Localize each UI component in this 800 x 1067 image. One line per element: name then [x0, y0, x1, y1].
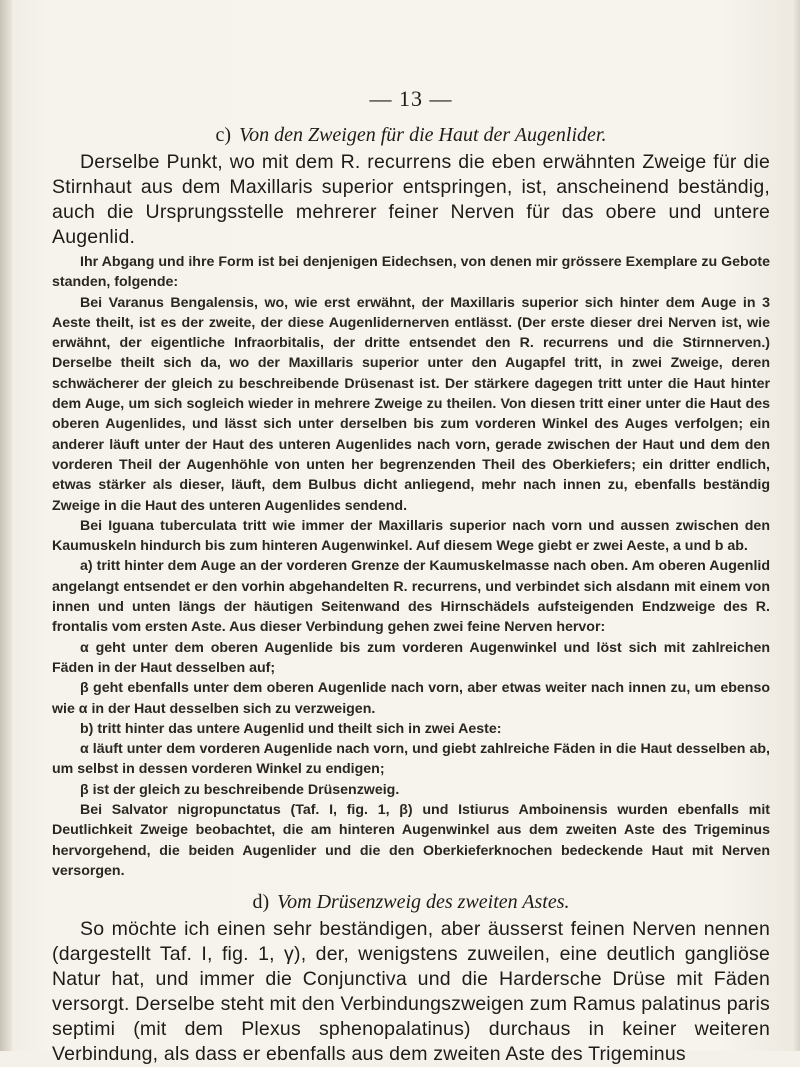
paragraph: α läuft unter dem vorderen Augenlide nach vorn, und giebt zahlreiche Fäden in die Haut desselben ab, um selbst in dessen vorderen Winkel zu endigen; [52, 741, 770, 778]
paragraph: β ist der gleich zu beschreibende Drüsenzweig. [80, 781, 400, 798]
section-title-c: Von den Zweigen für die Haut der Augenlider. [239, 124, 607, 146]
paragraph: Ihr Abgang und ihre Form ist bei denjenigen Eidechsen, von denen mir grössere Exemplare zu Gebote standen, folgende: [52, 254, 770, 291]
page-number: — 13 — [369, 86, 453, 111]
section-title-d: Vom Drüsenzweig des zweiten Astes. [277, 891, 570, 914]
paragraph: Bei Varanus Bengalensis, wo, wie erst erwähnt, der Maxillaris superior sich hinter dem Auge in 3 Aeste theilt, ist es der zweite, der diese Augenlidernerven entlässt. (Der erste dieser drei Nerven ist, wie erwähnt, der eigentliche Infraorbitalis, der dritte entsendet den R. recurrens und die Stirnnerven.) Derselbe theilt sich da, wo der Maxillaris superior unter den Augapfel tritt, in zwei Zweige, deren schwächerer der gleich zu beschreibende Drüsenast ist. Der stärkere dagegen tritt unter die Haut hinter dem Auge, um sich sogleich wieder in mehrere Zweige zu theilen. Von diesen tritt einer unter die Haut des oberen Augenlides, und lässt sich unter derselben bis zum vorderen Winkel des Auges verfolgen; ein anderer läuft unter der Haut des unteren Augenlides nach vorn, gerade zwischen der Haut und dem den vorderen Theil der Augenhöhle von unten her begrenzenden Theil des Oberkiefers; ein dritter endlich, etwas stärker als dieser, läuft, dem Bulbus dicht anliegend, mehr nach innen zu, ebenfalls beständig Zweige in die Haut des unteren Augenlides sendend. [52, 294, 770, 514]
section-label-c: c) [215, 124, 232, 146]
paragraph: β geht ebenfalls unter dem oberen Augenlide nach vorn, aber etwas weiter nach innen zu, um ebenso wie α in der Haut desselben sich zu verzweigen. [52, 680, 770, 717]
section-body-c [52, 150, 770, 881]
page-edge-shadow [792, 0, 800, 1051]
page-spine-shadow [0, 0, 12, 1051]
paragraph: Bei Iguana tuberculata tritt wie immer der Maxillaris superior nach vorn und aussen zwischen den Kaumuskeln hindurch bis zum hinteren Augenwinkel. Auf diesem Wege giebt er zwei Aeste, a und b ab. [52, 517, 770, 555]
section-heading-c [52, 122, 770, 148]
section-heading-d [52, 889, 770, 915]
page-content [52, 0, 770, 1067]
paragraph: a) tritt hinter dem Auge an der vorderen Grenze der Kaumuskelmasse nach oben. Am oberen Augenlid angelangt entsendet er den vorhin abgehandelten R. recurrens, und verbindet sich alsdann mit einem von innen und unten längs der häutigen Seitenwand des Hirnschädels aufsteigenden Endzweige des R. frontalis vom ersten Aste. Aus dieser Verbindung gehen zwei feine Nerven hervor: [52, 558, 770, 636]
section-label-d: d) [252, 891, 270, 914]
paragraph: b) tritt hinter das untere Augenlid und theilt sich in zwei Aeste: [80, 720, 502, 737]
section-body-d [52, 917, 770, 1067]
paragraph: Bei Salvator nigropunctatus (Taf. I, fig. 1, β) und Istiurus Amboinensis wurden ebenfalls mit Deutlichkeit Zweige beobachtet, die am hinteren Augenwinkel aus dem zweiten Aste des Trigeminus hervorgehend, die beiden Augenlider und die den Oberkieferknochen bedeckende Haut mit Nerven versorgen. [52, 802, 770, 879]
paragraph: α geht unter dem oberen Augenlide bis zum vorderen Augenwinkel und löst sich mit zahlreichen Fäden in der Haut desselben auf; [52, 639, 770, 676]
paragraph: Derselbe Punkt, wo mit dem R. recurrens die eben erwähnten Zweige für die Stirnhaut aus dem Maxillaris superior entspringen, ist, anscheinend beständig, auch die Ursprungsstelle mehrerer feiner Nerven für das obere und untere Augenlid. [52, 151, 770, 248]
paragraph: So möchte ich einen sehr beständigen, aber äusserst feinen Nerven nennen (dargestellt Taf. I, fig. 1, γ), der, wenigstens zuweilen, eine deutlich gangliöse Natur hat, und immer die Conjunctiva und die Hardersche Drüse mit Fäden versorgt. Derselbe steht mit den Verbindungszweigen zum Ramus palatinus paris septimi (mit dem Plexus sphenopalatinus) durchaus in keiner weiteren Verbindung, als dass er ebenfalls aus dem zweiten Aste des Trigeminus [52, 918, 770, 1066]
